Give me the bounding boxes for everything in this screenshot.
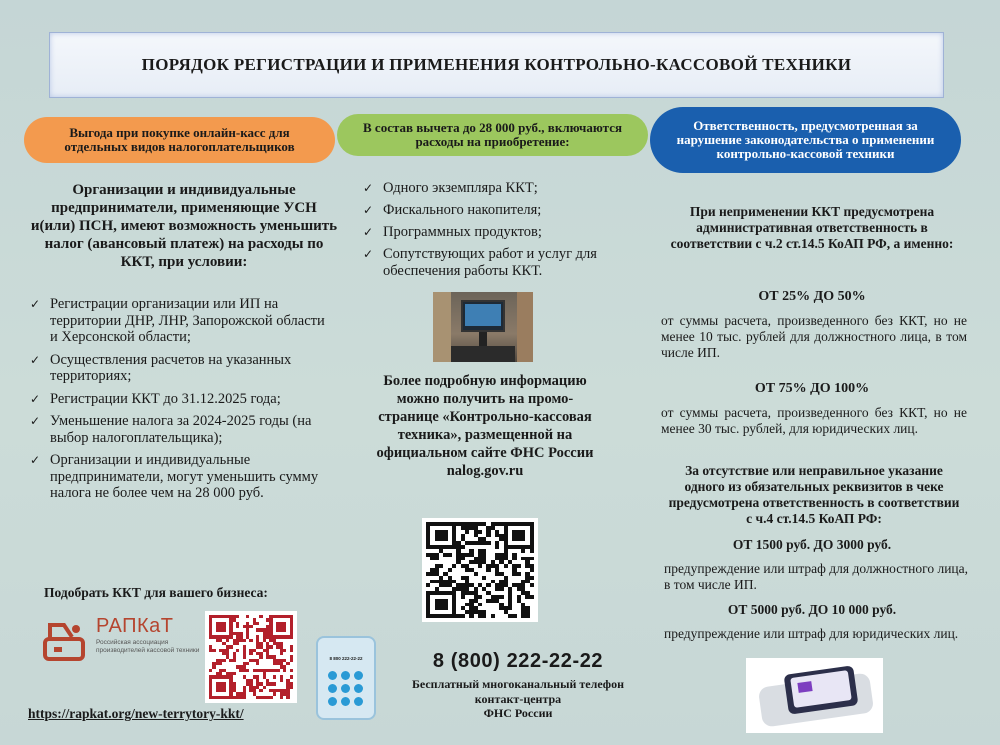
benefit-pill: Выгода при покупке онлайн-касс для отдельных видов налогоплательщиков	[24, 117, 335, 163]
left-heading: Организации и индивидуальные предприниматели, применяющие УСН и(или) ПСН, имеют возможность уменьшить налог (авансовый платеж) на расходы по ККТ, при условии:	[30, 182, 338, 270]
fine-description: от суммы расчета, произведенного без ККТ, но не менее 30 тыс. рублей, для юридических лиц.	[661, 405, 967, 436]
list-item: ✓ Фискального накопителя;	[363, 202, 635, 219]
fine-range: ОТ 25% ДО 50%	[758, 289, 866, 304]
conditions-list	[30, 296, 335, 508]
phone-keypad-icon: 8 800 222-22-22	[316, 636, 376, 720]
expenses-list	[363, 180, 635, 285]
list-item: ✓ Регистрации ККТ до 31.12.2025 года;	[30, 391, 335, 408]
list-item: ✓ Осуществления расчетов на указанных территориях;	[30, 352, 335, 385]
liability-pill: Ответственность, предусмотренная за нарушение законодательства о применении контрольно-кассовой техники	[650, 107, 961, 173]
list-item: ✓ Уменьшение налога за 2024-2025 годы (на выбор налогоплательщика);	[30, 413, 335, 446]
deduction-pill: В состав вычета до 28 000 руб., включаются расходы на приобретение:	[337, 114, 648, 156]
liability-intro-receipt: За отсутствие или неправильное указание одного из обязательных реквизитов в чеке предусмотрена ответственность в соответствии с ч.4 ст.14.5 КоАП РФ:	[668, 463, 960, 526]
register-icon	[42, 617, 90, 665]
rapkat-qr-code[interactable]	[205, 611, 297, 703]
list-item: ✓ Организации и индивидуальные предприниматели, могут уменьшить сумму налога не более чем на 28 000 руб.	[30, 452, 335, 502]
page-title: ПОРЯДОК РЕГИСТРАЦИИ И ПРИМЕНЕНИЯ КОНТРОЛЬНО-КАССОВОЙ ТЕХНИКИ	[49, 32, 944, 98]
hotline-number[interactable]: 8 (800) 222-22-22	[432, 650, 604, 672]
pos-terminal-image	[433, 292, 533, 362]
fns-qr-code[interactable]	[422, 518, 538, 622]
logo-subtitle: Российская ассоциация производителей кассовой техники	[96, 639, 200, 654]
rapkat-link[interactable]: https://rapkat.org/new-terrytory-kkt/	[28, 706, 244, 721]
select-kkt-label: Подобрать ККТ для вашего бизнеса:	[44, 585, 268, 600]
fine-description: предупреждение или штраф для юридических лиц.	[664, 626, 959, 641]
more-info-text: Более подробную информацию можно получить на промо-странице «Контрольно-кассовая техника», размещенной на официальном сайте ФНС России nalog.gov.ru	[376, 373, 594, 479]
fine-range: ОТ 5000 руб. ДО 10 000 руб.	[727, 602, 897, 617]
fine-description: предупреждение или штраф для должностного лица, в том числе ИП.	[664, 561, 969, 592]
list-item: ✓ Одного экземпляра ККТ;	[363, 180, 635, 197]
hotline-caption: Бесплатный многоканальный телефон контакт-центра ФНС России	[411, 677, 625, 720]
fine-description: от суммы расчета, произведенного без ККТ, но не менее 10 тыс. рублей для должностного лица, в том числе ИП.	[661, 313, 967, 360]
smart-terminal-image	[746, 658, 883, 733]
fine-range: ОТ 1500 руб. ДО 3000 руб.	[732, 537, 892, 552]
liability-intro: При неприменении ККТ предусмотрена административная ответственность в соответствии с ч.2 ст.14.5 КоАП РФ, а именно:	[670, 204, 954, 251]
fine-range: ОТ 75% ДО 100%	[754, 381, 870, 396]
list-item: ✓ Сопутствующих работ и услуг для обеспечения работы ККТ.	[363, 246, 635, 280]
logo-name: РАПКаТ	[96, 615, 174, 637]
list-item: ✓ Программных продуктов;	[363, 224, 635, 241]
list-item: ✓ Регистрации организации или ИП на территории ДНР, ЛНР, Запорожской области и Херсонской области;	[30, 296, 335, 346]
rapkat-logo	[42, 615, 200, 667]
